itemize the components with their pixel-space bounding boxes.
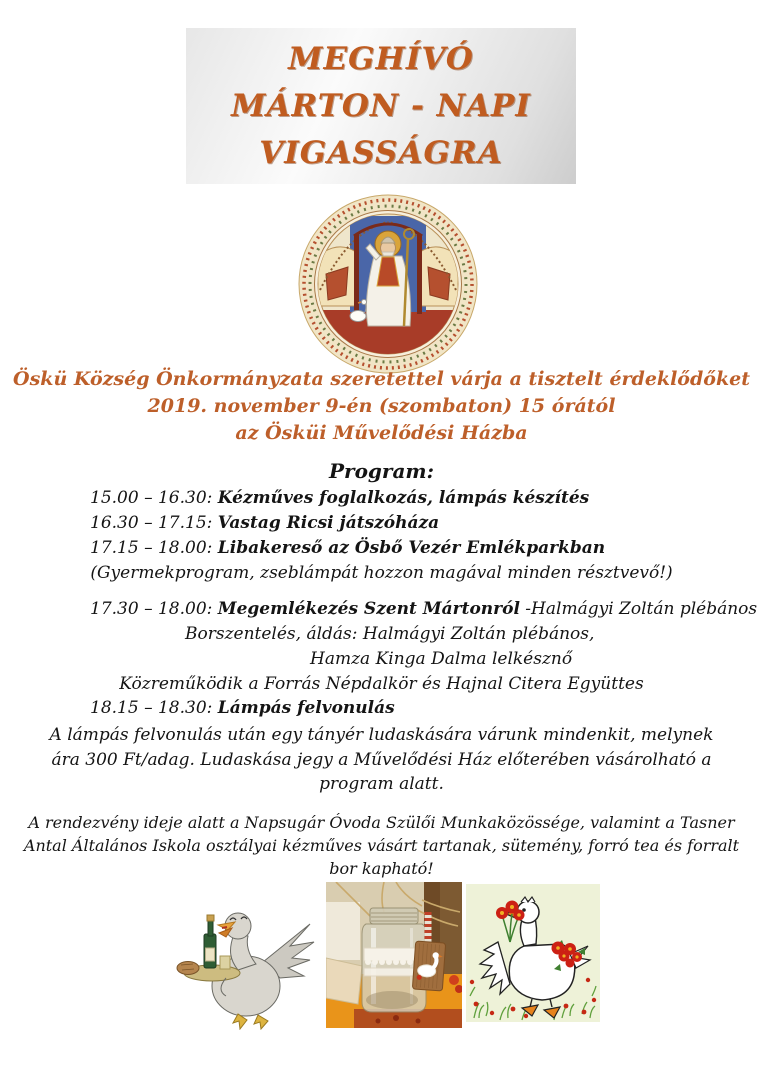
meal-line-1: A lámpás felvonulás után egy tányér ludaskására várunk mindenkit, melynek [49,725,714,745]
intro-text [0,366,763,447]
program-item-1 [0,486,763,511]
meal-line-2: ára 300 Ft/adag. Ludaskása jegy a Művelődési Ház előterében vásárolható a [51,749,712,770]
market-line-3: bor kapható! [329,858,434,878]
program-item-4 [0,597,763,622]
program-item-1-title: Kézműves foglalkozás, lámpás készítés [217,488,590,508]
performers-line: Közreműködik a Forrás Népdalkör és Hajnal Citera Együttes [119,674,644,694]
program-section [0,460,763,880]
title-line-3: VIGASSÁGRA [259,134,503,171]
market-paragraph [0,811,763,880]
program-item-5 [0,696,763,721]
program-item-5-time: 18.15 – 18.30: [90,698,218,718]
lantern-jar-icon [326,882,462,1028]
market-line-2: Antal Általános Iskola osztályai kézműves vásárt tartanak, sütemény, forró tea és forralt [23,835,740,855]
intro-line-2: 2019. november 9-én (szombaton) 15 órától [147,395,616,417]
market-line-1: A rendezvény ideje alatt a Napsugár Óvoda Szülői Munkaközössége, valamint a Tasner [28,812,735,832]
goose-with-flowers-image [466,884,600,1022]
program-item-4-presenter: -Halmágyi Zoltán plébános [519,599,758,619]
program-item-1-time: 15.00 – 16.30: [90,488,218,508]
program-item-5-title: Lámpás felvonulás [217,698,395,718]
title-line-2: MÁRTON - NAPI [231,87,531,124]
program-item-2 [0,511,763,536]
title-block [186,28,576,184]
saint-martin-medallion-icon [298,194,478,374]
program-header: Program: [329,459,434,483]
program-item-3-title: Libakereső az Ösbő Vezér Emlékparkban [217,538,606,558]
goose-waiter-cartoon-image [168,898,320,1030]
program-item-2-title: Vastag Ricsi játszóháza [217,513,440,533]
blessing-line-1: Borszentelés, áldás: Halmágyi Zoltán plébános, [185,624,595,644]
lantern-jar-photo-image [326,882,462,1028]
program-item-3-time: 17.15 – 18.00: [90,538,218,558]
blessing-line-2: Hamza Kinga Dalma lelkésznő [310,649,573,669]
meal-line-3: program alatt. [319,774,444,794]
program-item-4-title: Megemlékezés Szent Mártonról [217,599,520,619]
program-item-3 [0,536,763,561]
saint-martin-medallion-image [298,194,478,374]
program-item-2-time: 16.30 – 17.15: [90,513,218,533]
program-item-4-time: 17.30 – 18.00: [90,599,218,619]
spacer [0,585,763,597]
goose-waiter-icon [168,898,320,1030]
goose-with-flowers-icon [466,884,600,1022]
title-line-1: MEGHÍVÓ [288,40,474,77]
children-program-note: (Gyermekprogram, zseblámpát hozzon magával minden résztvevő!) [90,563,673,583]
meal-paragraph [0,723,763,797]
intro-line-1: Öskü Község Önkormányzata szeretettel várja a tisztelt érdeklődőket [13,368,750,390]
intro-line-3: az Ösküi Művelődési Házba [235,422,528,444]
